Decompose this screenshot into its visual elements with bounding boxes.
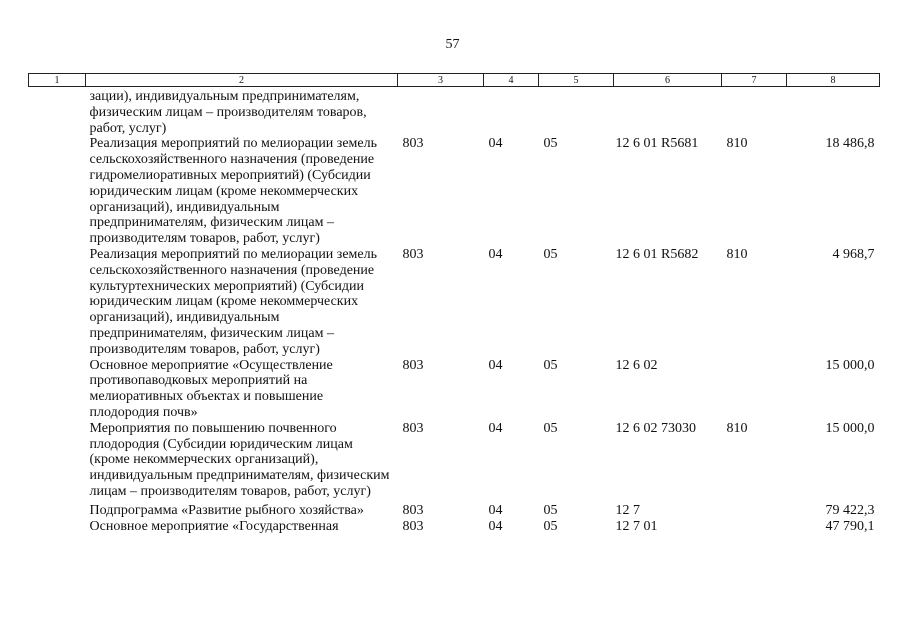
section-cell: 04 — [488, 136, 503, 152]
table-row — [29, 421, 880, 500]
subsection-cell — [539, 87, 614, 137]
grbs-cell — [398, 87, 484, 137]
section-cell: 04 — [488, 518, 503, 534]
column-header-4: 4 — [484, 74, 539, 87]
target-article-cell: 12 6 02 — [615, 357, 658, 373]
subsection-cell: 05 — [543, 502, 558, 518]
row-name-cell: Основное мероприятие «Осуществление противопаводковых мероприятий на мелиоративных объектах и повышение плодородия почв» — [89, 357, 333, 420]
row-name-cell: Основное мероприятие «Государственная — [89, 518, 339, 534]
grbs-cell: 803 — [402, 502, 424, 518]
target-article-cell: 12 6 01 R5682 — [615, 246, 699, 262]
amount-cell: 18 486,8 — [825, 136, 875, 152]
column-header-8: 8 — [787, 74, 880, 87]
grbs-cell: 803 — [402, 246, 424, 262]
grbs-cell: 803 — [402, 136, 424, 152]
expense-type-cell: 810 — [726, 136, 748, 152]
grbs-cell: 803 — [402, 357, 424, 373]
column-header-5: 5 — [539, 74, 614, 87]
grbs-cell: 803 — [402, 518, 424, 534]
target-article-cell — [614, 87, 722, 137]
amount-cell: 15 000,0 — [825, 420, 875, 436]
expense-type-cell: 810 — [726, 420, 748, 436]
column-header-2: 2 — [86, 74, 398, 87]
amount-cell — [787, 87, 880, 137]
table-row — [29, 247, 880, 358]
amount-cell: 15 000,0 — [825, 357, 875, 373]
column-header-7: 7 — [722, 74, 787, 87]
budget-table — [28, 73, 880, 534]
column-header-1: 1 — [29, 74, 86, 87]
row-name-cell: Реализация мероприятий по мелиорации земель сельскохозяйственного назначения (проведение культуртехнических мероприятий) (Субсидии юридическим лицам (кроме некоммерческих организаций), индивидуальным предпринимателям, физическим лицам – производителям товаров, работ, услуг) — [89, 246, 377, 357]
table-header-row — [29, 74, 880, 87]
section-cell: 04 — [488, 420, 503, 436]
expense-type-cell — [722, 358, 787, 421]
subsection-cell: 05 — [543, 518, 558, 534]
subsection-cell: 05 — [543, 246, 558, 262]
target-article-cell: 12 6 02 73030 — [615, 420, 696, 436]
table-row — [29, 136, 880, 247]
section-cell: 04 — [488, 246, 503, 262]
table-row — [29, 358, 880, 421]
amount-cell: 47 790,1 — [825, 518, 875, 534]
target-article-cell: 12 7 01 — [615, 518, 658, 534]
section-cell — [484, 87, 539, 137]
section-cell: 04 — [488, 357, 503, 373]
row-name-cell: Реализация мероприятий по мелиорации земель сельскохозяйственного назначения (проведение гидромелиоративных мероприятий) (Субсидии юридическим лицам (кроме некоммерческих организаций), индивидуальным предпринимателям, физическим лицам – производителям товаров, работ, услуг) — [89, 136, 377, 247]
row-name-cell: Подпрограмма «Развитие рыбного хозяйства» — [89, 502, 364, 518]
column-header-6: 6 — [614, 74, 722, 87]
target-article-cell: 12 7 — [615, 502, 640, 518]
expense-type-cell: 810 — [726, 246, 748, 262]
row-name-cell: Мероприятия по повышению почвенного плодородия (Субсидии юридическим лицам (кроме некоммерческих организаций), индивидуальным предпринимателям, физическим лицам – производителям товаров, работ, услуг) — [89, 420, 390, 499]
target-article-cell: 12 6 01 R5681 — [615, 136, 699, 152]
table-row — [29, 87, 880, 137]
subsection-cell: 05 — [543, 357, 558, 373]
section-cell: 04 — [488, 502, 503, 518]
table-row — [29, 519, 880, 535]
amount-cell: 79 422,3 — [825, 502, 875, 518]
subsection-cell: 05 — [543, 136, 558, 152]
table-row — [29, 500, 880, 519]
expense-type-cell — [722, 500, 787, 519]
amount-cell: 4 968,7 — [832, 246, 875, 262]
subsection-cell: 05 — [543, 420, 558, 436]
expense-type-cell — [722, 519, 787, 535]
page-number: 57 — [445, 37, 460, 52]
expense-type-cell — [722, 87, 787, 137]
column-header-3: 3 — [398, 74, 484, 87]
grbs-cell: 803 — [402, 420, 424, 436]
row-name-cell: зации), индивидуальным предпринимателям, физическим лицам – производителям товаров, работ, услуг) — [89, 89, 367, 136]
